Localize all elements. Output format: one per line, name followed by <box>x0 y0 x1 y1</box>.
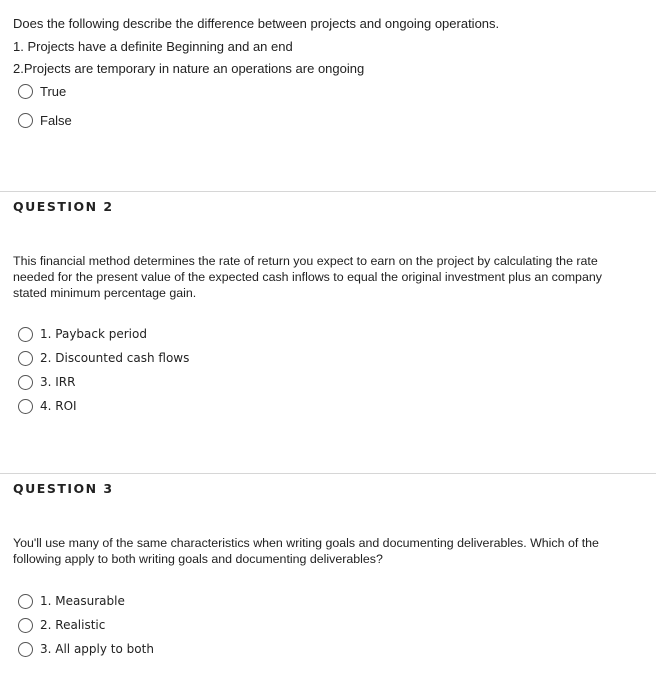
section-divider <box>0 473 656 474</box>
question-1 <box>0 0 656 191</box>
option-true[interactable] <box>18 81 66 101</box>
option-label: 2. Discounted cash flows <box>40 351 190 365</box>
option-roi[interactable] <box>18 396 77 416</box>
option-all-apply-to-both[interactable] <box>18 639 154 659</box>
question-1-prompt: Does the following describe the difference between projects and ongoing operations. <box>13 16 500 31</box>
option-measurable[interactable] <box>18 591 125 611</box>
radio-button[interactable] <box>18 113 33 128</box>
option-label: 2. Realistic <box>40 618 106 632</box>
option-payback-period[interactable] <box>18 324 147 344</box>
option-label: 1. Measurable <box>40 594 125 608</box>
section-divider <box>0 191 656 192</box>
option-label: 3. All apply to both <box>40 642 154 656</box>
option-label: False <box>40 112 72 128</box>
question-2-heading: QUESTION 2 <box>13 199 114 214</box>
question-3-prompt: You'll use many of the same characteristics when writing goals and documenting deliverables. Which of the following apply to both writing goals and documenting deliverables? <box>13 536 599 566</box>
radio-button[interactable] <box>18 375 33 390</box>
option-realistic[interactable] <box>18 615 105 635</box>
radio-button[interactable] <box>18 642 33 657</box>
question-1-statement-2: 2.Projects are temporary in nature an operations are ongoing <box>13 61 365 76</box>
option-label: True <box>40 83 67 99</box>
option-label: 4. ROI <box>40 399 77 413</box>
option-label: 3. IRR <box>40 375 76 389</box>
radio-button[interactable] <box>18 84 33 99</box>
option-label: 1. Payback period <box>40 327 147 341</box>
question-3-heading: QUESTION 3 <box>13 481 114 496</box>
radio-button[interactable] <box>18 618 33 633</box>
question-2-prompt: This financial method determines the rate of return you expect to earn on the project by calculating the rate needed for the present value of the expected cash inflows to equal the original investment plus an company stated minimum percentage gain. <box>13 254 602 300</box>
radio-button[interactable] <box>18 594 33 609</box>
radio-button[interactable] <box>18 327 33 342</box>
option-irr[interactable] <box>18 372 75 392</box>
question-1-statement-1: 1. Projects have a definite Beginning and an end <box>13 39 293 54</box>
radio-button[interactable] <box>18 351 33 366</box>
radio-button[interactable] <box>18 399 33 414</box>
option-false[interactable] <box>18 110 72 130</box>
option-discounted-cash-flows[interactable] <box>18 348 189 368</box>
